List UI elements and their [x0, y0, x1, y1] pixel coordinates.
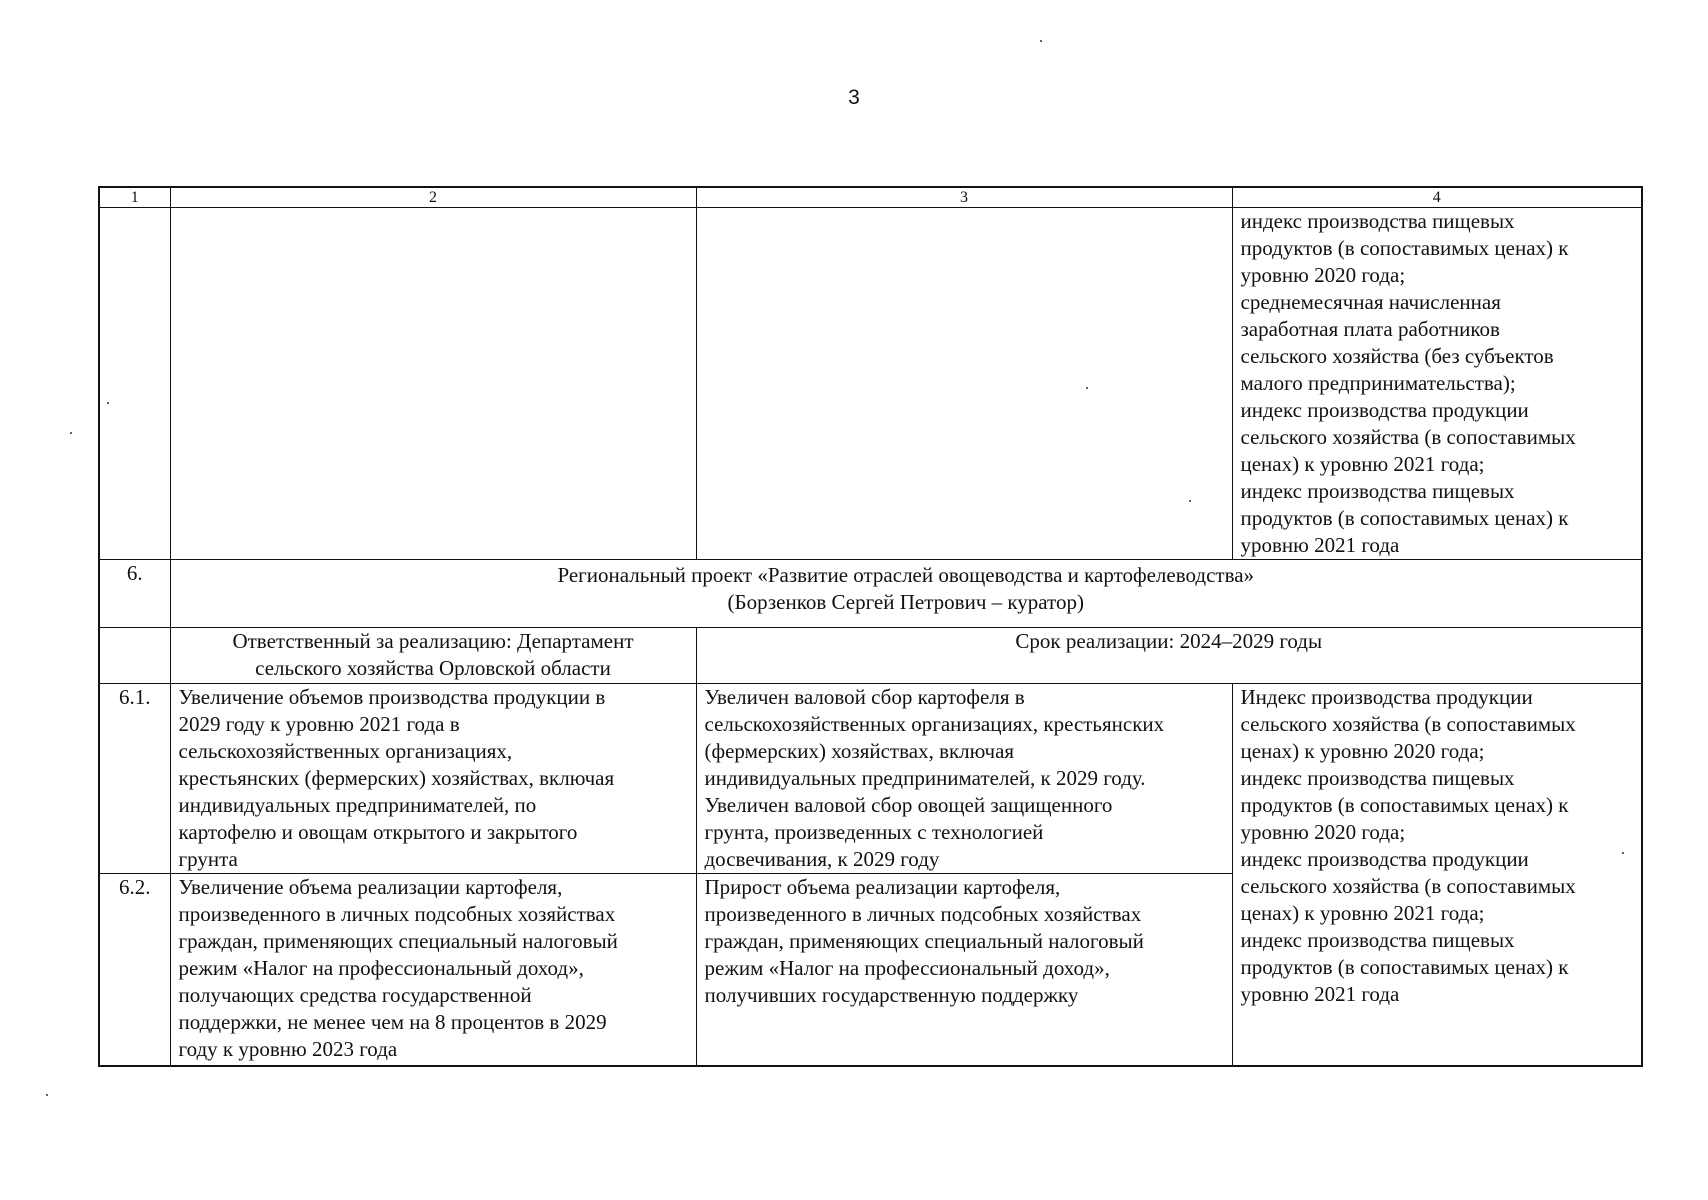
table-row — [99, 684, 1642, 874]
row-number: 6.2. — [99, 874, 170, 1066]
empty-cell — [170, 208, 696, 560]
scan-speck — [70, 432, 72, 434]
result-cell — [696, 684, 1232, 874]
scan-speck — [1622, 852, 1624, 854]
text-line: индивидуальных предпринимателей, к 2029 году. — [704, 766, 1146, 790]
text-line: произведенного в личных подсобных хозяйствах — [178, 902, 616, 926]
text-line: индекс производства продукции — [1240, 398, 1529, 422]
empty-cell — [99, 628, 170, 684]
scan-speck — [1086, 387, 1088, 389]
section-title-line: Региональный проект «Развитие отраслей овощеводства и картофелеводства» — [557, 563, 1255, 587]
column-header: 1 — [99, 187, 170, 208]
text-line: среднемесячная начисленная — [1240, 290, 1501, 314]
text-line: грунта — [178, 847, 238, 871]
text-line: сельского хозяйства (в сопоставимых — [1240, 425, 1576, 449]
indicators-cell — [1232, 208, 1642, 560]
text-line: индекс производства пищевых — [1240, 209, 1515, 233]
text-line: уровню 2021 года — [1240, 533, 1400, 557]
text-line: уровню 2021 года — [1240, 982, 1400, 1006]
text-line: заработная плата работников — [1240, 317, 1500, 341]
text-line: граждан, применяющих специальный налоговый — [704, 929, 1144, 953]
scan-speck — [1189, 500, 1191, 502]
text-line: сельскохозяйственных организациях, крестьянских — [704, 712, 1165, 736]
text-line: продуктов (в сопоставимых ценах) к — [1240, 506, 1569, 530]
text-line: индекс производства пищевых — [1240, 766, 1515, 790]
text-line: поддержки, не менее чем на 8 процентов в 2029 — [178, 1010, 607, 1034]
text-line: сельскохозяйственных организациях, — [178, 739, 513, 763]
column-header: 4 — [1232, 187, 1642, 208]
text-line: сельского хозяйства (без субъектов — [1240, 344, 1554, 368]
text-line: Увеличение объемов производства продукции в — [178, 685, 606, 709]
row-number: 6.1. — [99, 684, 170, 874]
text-line: Прирост объема реализации картофеля, — [704, 875, 1061, 899]
text-line: продуктов (в сопоставимых ценах) к — [1240, 236, 1569, 260]
scan-speck — [1040, 40, 1042, 42]
text-line: Увеличен валовой сбор картофеля в — [704, 685, 1025, 709]
text-line: получивших государственную поддержку — [704, 983, 1079, 1007]
text-line: сельского хозяйства Орловской области — [255, 656, 611, 680]
continuation-row — [99, 208, 1642, 560]
column-header: 3 — [696, 187, 1232, 208]
section-curator-line: (Борзенков Сергей Петрович – куратор) — [727, 590, 1084, 614]
result-cell — [696, 874, 1232, 1066]
text-line: продуктов (в сопоставимых ценах) к — [1240, 955, 1569, 979]
responsible-cell — [170, 628, 696, 684]
text-line: Срок реализации: 2024–2029 годы — [1015, 629, 1323, 653]
column-header: 2 — [170, 187, 696, 208]
column-header-row — [99, 187, 1642, 208]
text-line: (фермерских) хозяйствах, включая — [704, 739, 1015, 763]
text-line: Увеличение объема реализации картофеля, — [178, 875, 563, 899]
text-line: сельского хозяйства (в сопоставимых — [1240, 712, 1576, 736]
text-line: ценах) к уровню 2021 года; — [1240, 901, 1485, 925]
scan-speck — [46, 1094, 48, 1096]
page-number: 3 — [848, 86, 860, 109]
section-row — [99, 560, 1642, 628]
text-line: индекс производства пищевых — [1240, 928, 1515, 952]
text-line: граждан, применяющих специальный налоговый — [178, 929, 618, 953]
task-cell — [170, 684, 696, 874]
text-line: режим «Налог на профессиональный доход», — [704, 956, 1110, 980]
empty-cell — [696, 208, 1232, 560]
task-cell — [170, 874, 696, 1066]
text-line: ценах) к уровню 2020 года; — [1240, 739, 1485, 763]
text-line: индекс производства пищевых — [1240, 479, 1515, 503]
text-line: крестьянских (фермерских) хозяйствах, включая — [178, 766, 615, 790]
section-number: 6. — [99, 560, 170, 628]
text-line: картофелю и овощам открытого и закрытого — [178, 820, 578, 844]
text-line: году к уровню 2023 года — [178, 1037, 398, 1061]
text-line: Увеличен валовой сбор овощей защищенного — [704, 793, 1113, 817]
text-line: досвечивания, к 2029 году — [704, 847, 940, 871]
text-line: индекс производства продукции — [1240, 847, 1529, 871]
program-table — [98, 186, 1643, 1067]
scan-speck — [107, 402, 109, 404]
text-line: грунта, произведенных с технологией — [704, 820, 1044, 844]
text-line: получающих средства государственной — [178, 983, 532, 1007]
text-line: индивидуальных предпринимателей, по — [178, 793, 537, 817]
text-line: ценах) к уровню 2021 года; — [1240, 452, 1485, 476]
text-line: режим «Налог на профессиональный доход», — [178, 956, 584, 980]
text-line: продуктов (в сопоставимых ценах) к — [1240, 793, 1569, 817]
text-line: сельского хозяйства (в сопоставимых — [1240, 874, 1576, 898]
section-title — [170, 560, 1642, 628]
text-line: малого предпринимательства); — [1240, 371, 1516, 395]
text-line: произведенного в личных подсобных хозяйствах — [704, 902, 1142, 926]
shared-indicators-cell — [1232, 684, 1642, 1066]
text-line: Индекс производства продукции — [1240, 685, 1533, 709]
responsibility-row — [99, 628, 1642, 684]
empty-cell — [99, 208, 170, 560]
period-cell — [696, 628, 1642, 684]
text-line: уровню 2020 года; — [1240, 263, 1406, 287]
text-line: 2029 году к уровню 2021 года в — [178, 712, 460, 736]
text-line: Ответственный за реализацию: Департамент — [232, 629, 634, 653]
text-line: уровню 2020 года; — [1240, 820, 1406, 844]
